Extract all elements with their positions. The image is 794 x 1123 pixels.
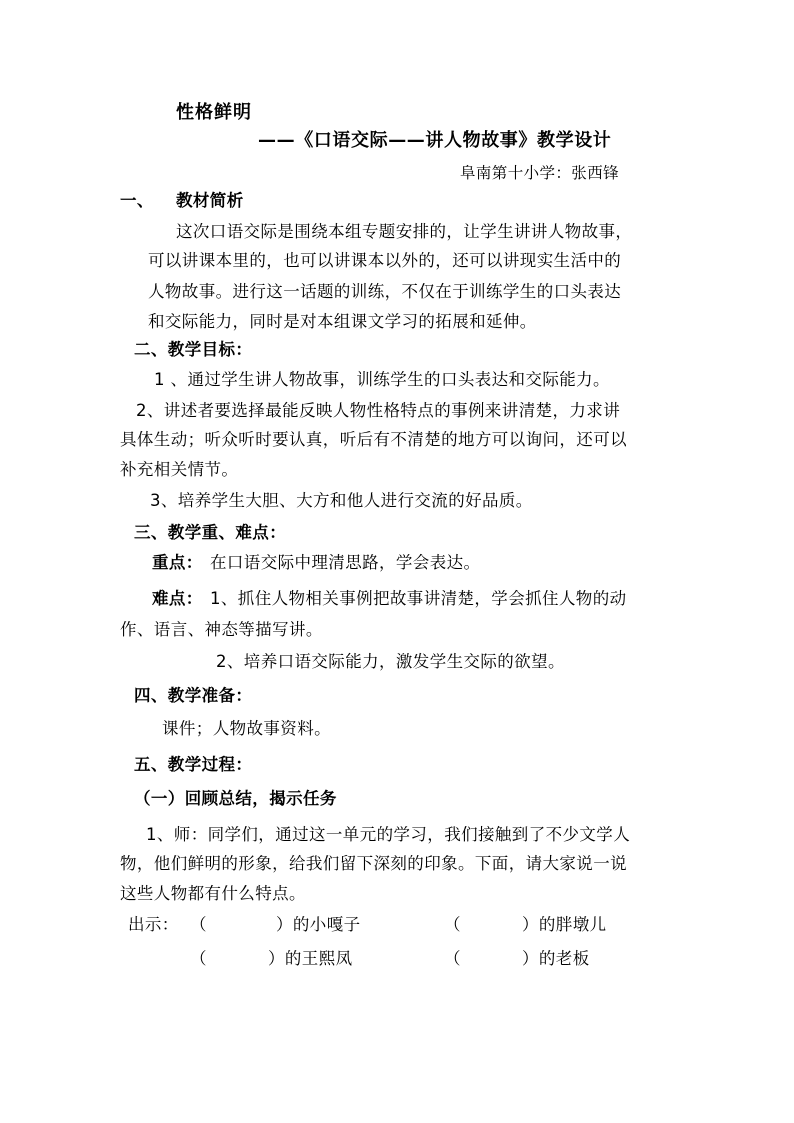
blank-open-3: （ <box>190 949 207 968</box>
section2-line-1: 1 、通过学生讲人物故事，训练学生的口头表达和交际能力。 <box>154 370 610 389</box>
section4-heading: 四、教学准备： <box>134 686 253 705</box>
section2-heading: 二、教学目标： <box>134 340 253 359</box>
blank-open-1: （ <box>190 915 207 934</box>
show-label: 出示： <box>128 915 179 934</box>
difficult-point-line-2: 作、语言、神态等描写讲。 <box>120 620 323 639</box>
section5-heading: 五、教学过程： <box>134 755 253 774</box>
section1-number: 一、 <box>120 191 154 210</box>
section4-text: 课件；人物故事资料。 <box>162 719 331 738</box>
blank-text-4: ）的老板 <box>522 949 590 968</box>
blank-text-3: ）的王熙凤 <box>268 949 353 968</box>
section5-line-1: 1、师：同学们，通过这一单元的学习，我们接触到了不少文学人 <box>146 825 631 844</box>
blank-open-2: （ <box>444 915 461 934</box>
key-point-text: 在口语交际中理清思路，学会表达。 <box>210 553 481 572</box>
section2-line-5: 3、培养学生大胆、大方和他人进行交流的好品质。 <box>150 491 533 510</box>
blank-open-4: （ <box>444 949 461 968</box>
section1-line-2: 可以讲课本里的，也可以讲课本以外的，还可以讲现实生活中的 <box>148 251 622 270</box>
section1-heading: 教材简析 <box>176 191 244 210</box>
page-subtitle: ——《口语交际——讲人物故事》教学设计 <box>258 130 612 151</box>
section2-line-4: 补充相关情节。 <box>120 460 239 479</box>
page-title: 性格鲜明 <box>176 102 252 123</box>
section5-line-3: 这些人物都有什么特点。 <box>120 884 306 903</box>
section2-line-2: 2、讲述者要选择最能反映人物性格特点的事例来讲清楚，力求讲 <box>136 401 621 420</box>
blank-text-2: ）的胖墩儿 <box>522 915 607 934</box>
section3-heading: 三、教学重、难点： <box>134 523 287 542</box>
author-line: 阜南第十小学：张西锋 <box>460 164 620 182</box>
section1-line-3: 人物故事。进行这一话题的训练，不仅在于训练学生的口头表达 <box>148 282 622 301</box>
section5-line-2: 物，他们鲜明的形象，给我们留下深刻的印象。下面，请大家说一说 <box>120 854 627 873</box>
section1-line-4: 和交际能力，同时是对本组课文学习的拓展和延伸。 <box>148 312 537 331</box>
blank-text-1: ）的小嘎子 <box>276 915 361 934</box>
difficult-point-line-3: 2、培养口语交际能力，激发学生交际的欲望。 <box>216 652 565 671</box>
section5-subheading: （一）回顾总结，揭示任务 <box>134 789 337 808</box>
section1-line-1: 这次口语交际是围绕本组专题安排的，让学生讲讲人物故事， <box>176 222 633 241</box>
key-point-label: 重点： <box>152 553 203 572</box>
section2-line-3: 具体生动；听众听时要认真，听后有不清楚的地方可以询问，还可以 <box>120 430 627 449</box>
difficult-point-label: 难点： <box>152 589 203 608</box>
difficult-point-line-1: 1、抓住人物相关事例把故事讲清楚，学会抓住人物的动 <box>210 589 627 608</box>
